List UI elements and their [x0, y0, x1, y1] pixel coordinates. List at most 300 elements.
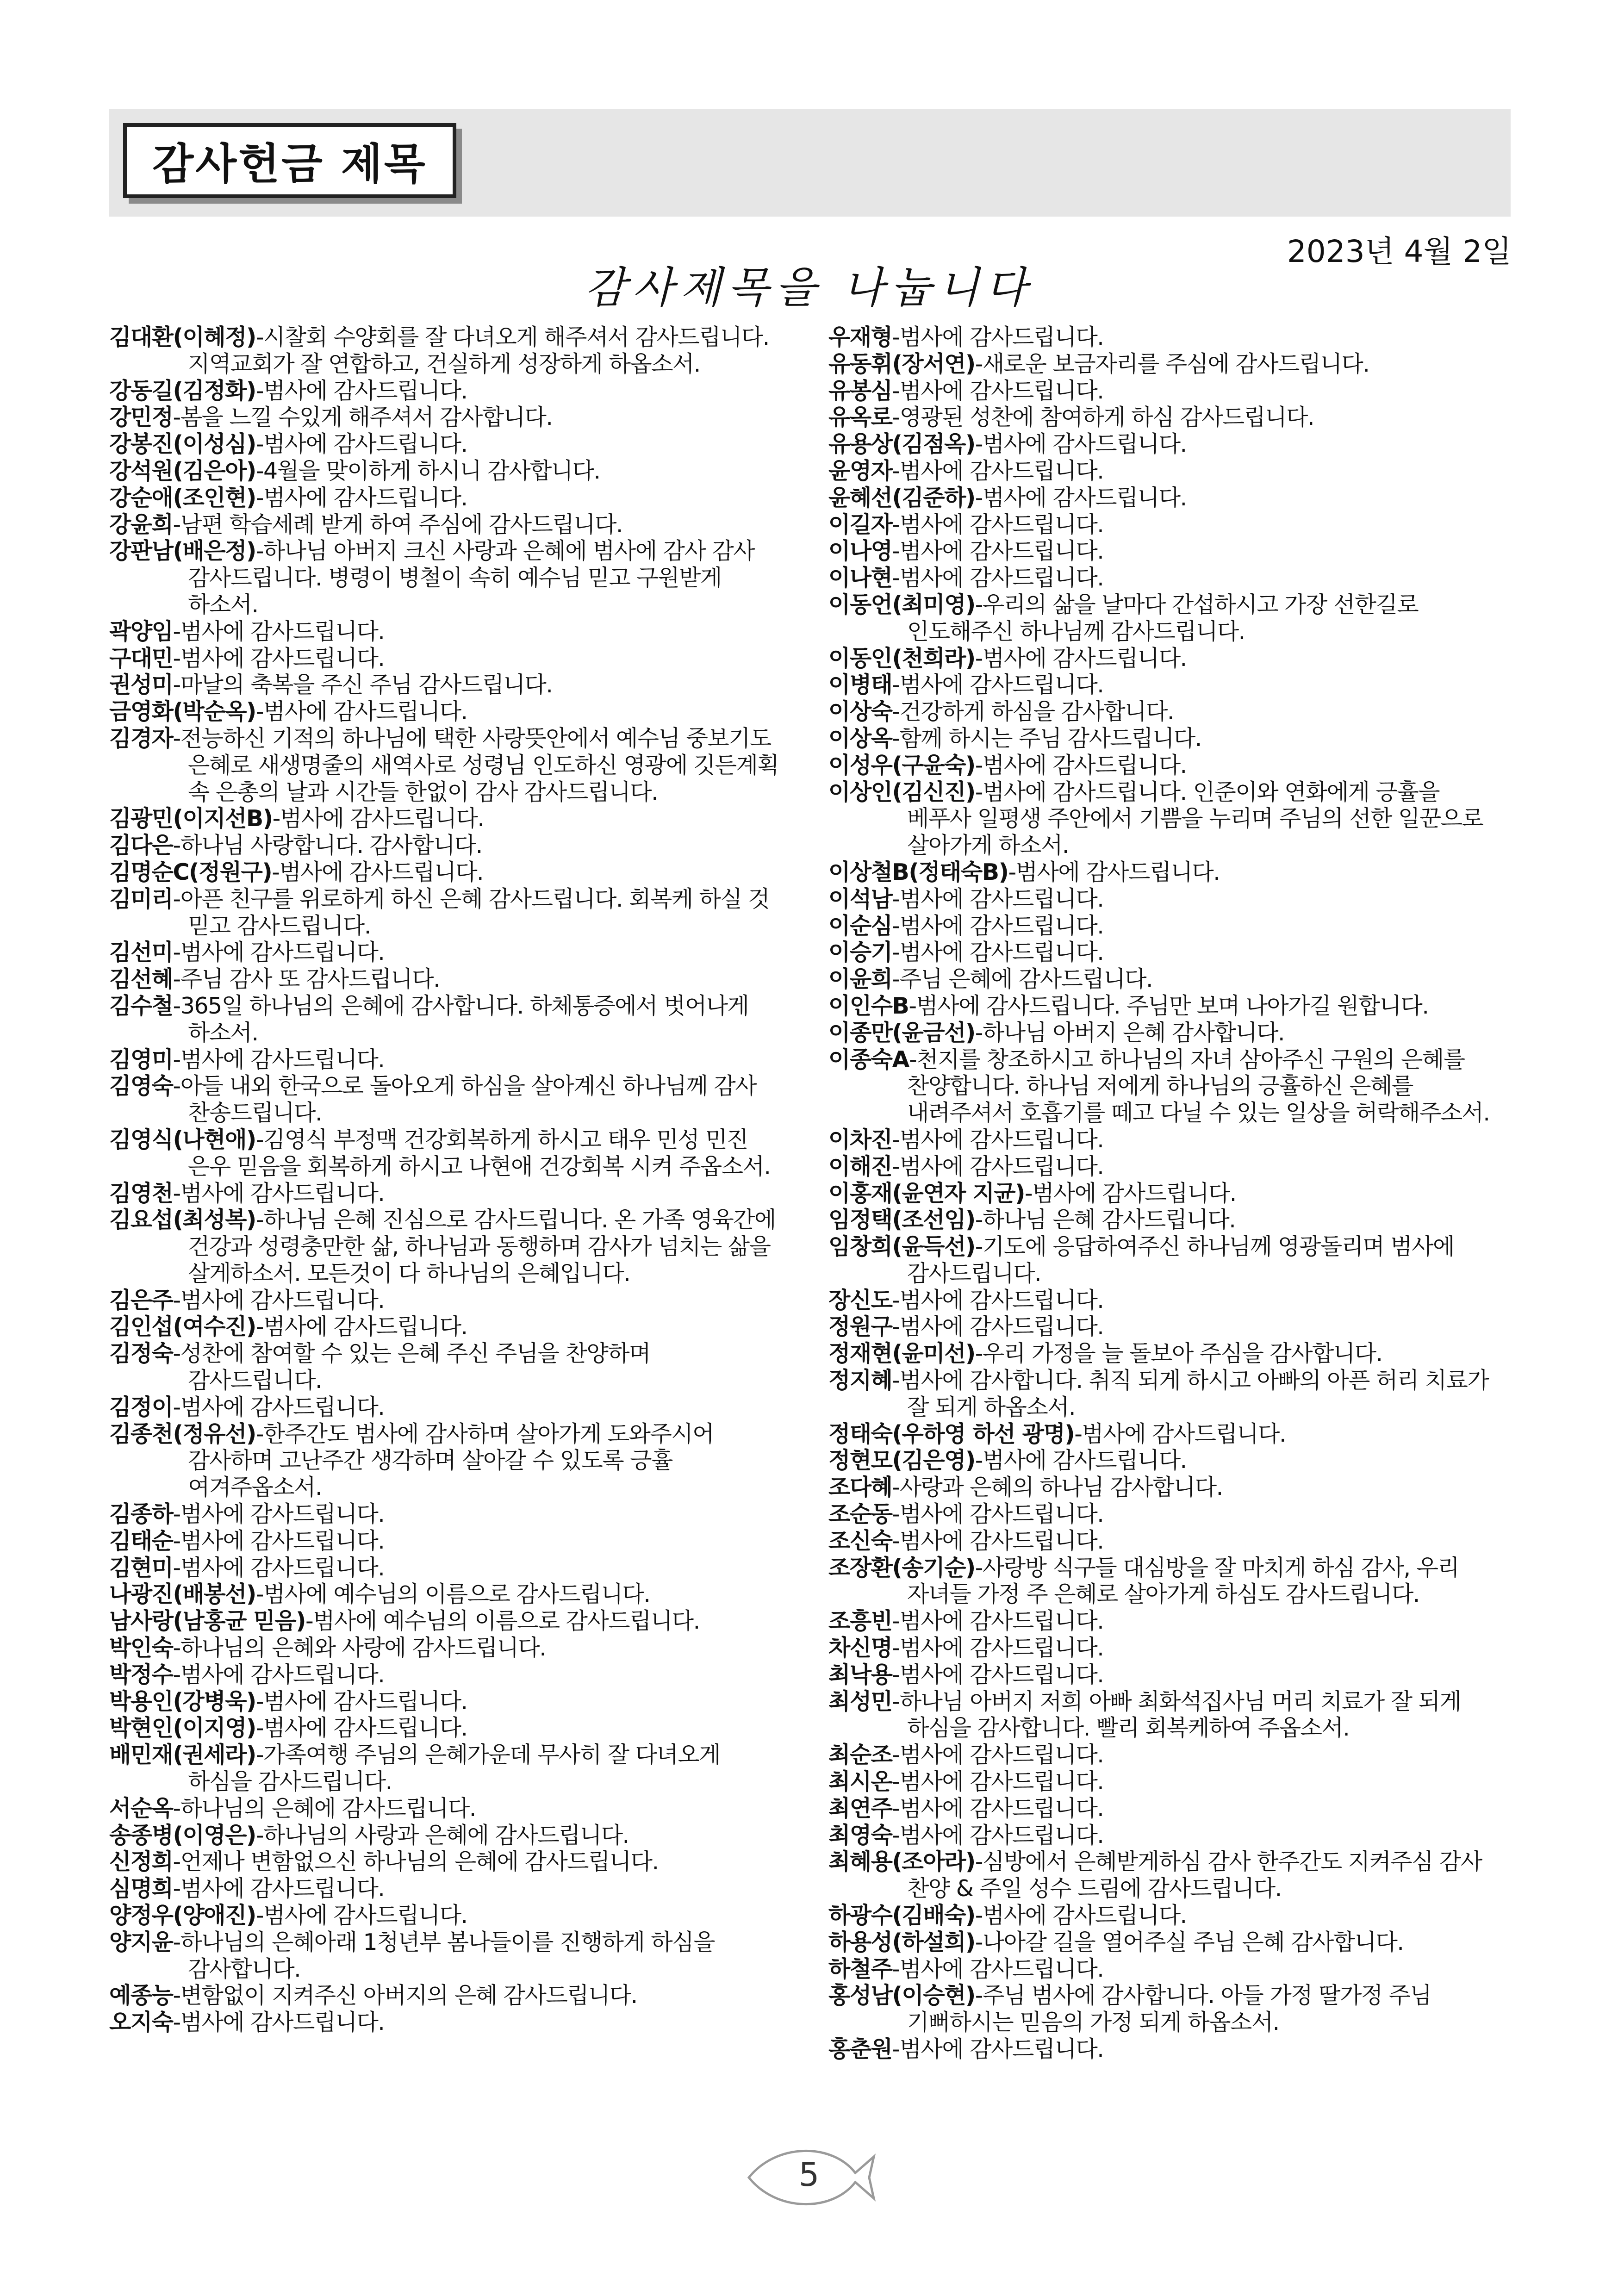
list-item [828, 538, 1509, 565]
entry-text: -범사에 감사드립니다. [892, 1501, 1104, 1528]
entry-name: 최순조 [828, 1742, 892, 1768]
list-item [828, 1313, 1509, 1340]
list-item [828, 511, 1509, 538]
entry-text: -범사에 예수님의 이름으로 감사드립니다. [305, 1608, 700, 1635]
list-item [109, 1073, 790, 1126]
entry-name: 오지숙 [109, 2009, 173, 2036]
entry-text: -하나님 은혜 진심으로 감사드립니다. 온 가족 영육간에 건강과 성령충만한 삶, 하나님과 동행하며 감사가 넘치는 삶을 살게하소서. 모든것이 다 하나님의 은혜입니다. [188, 1207, 776, 1287]
entry-text: -범사에 감사드립니다. [255, 1715, 467, 1742]
entry-text: -범사에 감사드립니다. [173, 1287, 385, 1313]
list-item [828, 645, 1509, 672]
entry-name: 이길자 [828, 511, 892, 538]
entry-name: 유용상(김점옥) [828, 431, 975, 458]
list-item [109, 1207, 790, 1287]
entry-text: -천지를 창조하시고 하나님의 자녀 삼아주신 구원의 은혜를 찬양합니다. 하나님 저에게 하나님의 긍휼하신 은혜를 내려주셔서 호흡기를 떼고 다닐 수 있는 일상을 허락해주소서. [907, 1046, 1490, 1126]
list-item [828, 1848, 1509, 1902]
entry-name: 김현미 [109, 1554, 173, 1581]
entry-text: -범사에 감사드립니다. [255, 431, 467, 458]
entry-text: -시찰회 수양회를 잘 다녀오게 해주셔서 감사드립니다. 지역교회가 잘 연합하고, 건실하게 성장하게 하옵소서. [188, 324, 769, 377]
list-item [828, 859, 1509, 886]
list-item [109, 324, 790, 378]
entry-text: -4월을 맞이하게 하시니 감사합니다. [255, 457, 600, 484]
entry-name: 하광수(김배숙) [828, 1902, 975, 1929]
entry-name: 김영식(나현애) [109, 1126, 256, 1153]
entry-name: 김영숙 [109, 1073, 173, 1100]
list-item [828, 966, 1509, 993]
entry-name: 나광진(배봉선) [109, 1581, 256, 1608]
entry-text: -범사에 감사드립니다. 인준이와 연화에게 긍휼을 베푸사 일평생 주안에서 기쁨을 누리며 주님의 선한 일꾼으로 살아가게 하소서. [907, 778, 1483, 859]
entry-text: -365일 하나님의 은혜에 감사합니다. 하체통증에서 벗어나게 하소서. [173, 992, 749, 1046]
entry-text: -한주간도 범사에 감사하며 살아가게 도와주시어 감사하며 고난주간 생각하며 살아갈 수 있도록 긍휼 여겨주옵소서. [188, 1420, 714, 1501]
list-item [828, 1768, 1509, 1795]
entry-text: -하나님 아버지 크신 사랑과 은혜에 범사에 감사 감사 감사드립니다. 병령이 병철이 속히 예수님 믿고 구원받게 하소서. [188, 538, 755, 618]
entry-name: 이차진 [828, 1126, 892, 1153]
entry-name: 김선혜 [109, 966, 173, 993]
entry-text: -김영식 부정맥 건강회복하게 하시고 태우 민성 민진 은우 믿음을 회복하게 하시고 나현애 건강회복 시켜 주옵소서. [188, 1126, 771, 1180]
entry-text: -범사에 감사드립니다. [255, 1688, 467, 1715]
list-item [828, 431, 1509, 458]
list-item [109, 672, 790, 698]
entry-text: -남편 학습세례 받게 하여 주심에 감사드립니다. [173, 511, 622, 538]
list-item [109, 1313, 790, 1340]
list-item [109, 1528, 790, 1555]
entry-name: 홍성남(이승현) [828, 1982, 975, 2009]
entry-text: -영광된 성찬에 참여하게 하심 감사드립니다. [892, 404, 1314, 431]
list-item [828, 672, 1509, 698]
list-item [109, 1394, 790, 1421]
entry-text: -범사에 감사드립니다. [272, 805, 484, 832]
list-item [109, 1126, 790, 1180]
entry-name: 이상철B(정태숙B) [828, 859, 1008, 885]
list-item [109, 1608, 790, 1635]
entry-text: -나아갈 길을 열어주실 주님 은혜 감사합니다. [975, 1929, 1404, 1955]
list-item [109, 404, 790, 431]
list-item [828, 1126, 1509, 1153]
entry-name: 김정숙 [109, 1340, 173, 1367]
entry-text: -하나님 아버지 은혜 감사합니다. [975, 1019, 1285, 1046]
entry-text: -범사에 감사드립니다. [1074, 1420, 1286, 1447]
entry-name: 김종하 [109, 1501, 173, 1528]
entry-name: 박정수 [109, 1661, 173, 1688]
subtitle: 감사제목을 나눕니다 [585, 263, 1033, 312]
entry-name: 유봉심 [828, 377, 892, 404]
list-item [828, 1742, 1509, 1768]
entry-text: -범사에 감사드립니다. [255, 698, 467, 725]
entry-name: 김인섭(여수진) [109, 1313, 256, 1340]
entry-name: 홍춘원 [828, 2036, 892, 2062]
entry-text: -하나님 은혜 감사드립니다. [975, 1207, 1236, 1233]
entry-name: 유동휘(장서연) [828, 350, 975, 377]
entry-name: 이동인(천희라) [828, 645, 975, 672]
entry-name: 최성민 [828, 1688, 892, 1715]
entry-name: 하용성(하설희) [828, 1929, 975, 1955]
entry-name: 강봉진(이성심) [109, 431, 256, 458]
entry-name: 김명순C(정원구) [109, 859, 272, 885]
list-item [109, 1875, 790, 1902]
list-item [828, 1661, 1509, 1688]
entry-name: 김다은 [109, 832, 173, 859]
entry-text: -범사에 감사드립니다. [173, 1501, 385, 1528]
entry-text: -범사에 감사드립니다. [173, 1180, 385, 1207]
entry-text: -범사에 감사드립니다. [892, 885, 1104, 912]
list-item [828, 351, 1509, 378]
entry-text: -함께 하시는 주님 감사드립니다. [892, 725, 1201, 752]
entry-text: -범사에 감사드립니다. [255, 1902, 467, 1929]
list-item [828, 993, 1509, 1020]
entry-name: 정재현(윤미선) [828, 1340, 975, 1367]
entry-text: -범사에 감사드립니다. 주님만 보며 나아가길 원합니다. [909, 992, 1429, 1019]
entry-name: 이상인(김신진) [828, 778, 975, 805]
entry-text: -하나님의 은혜에 감사드립니다. [173, 1795, 476, 1822]
entry-text: -하나님 사랑합니다. 감사합니다. [173, 832, 482, 859]
entry-text: -범사에 감사드립니다. [272, 859, 484, 885]
entry-name: 이상숙 [828, 698, 892, 725]
list-item [109, 1795, 790, 1822]
entry-text: -범사에 감사드립니다. [892, 377, 1104, 404]
list-item [828, 1501, 1509, 1528]
entry-text: -전능하신 기적의 하나님에 택한 사랑뜻안에서 예수님 중보기도 은혜로 새생명줄의 새역사로 성령님 인도하신 영광에 깃든계획 속 은총의 날과 시간들 한없이 감사 감사드립니다. [173, 725, 779, 805]
entry-text: -하나님 아버지 저희 아빠 최화석집사님 머리 치료가 잘 되게 하심을 감사합니다. 빨리 회복케하여 주옵소서. [892, 1688, 1461, 1742]
entry-name: 최영숙 [828, 1822, 892, 1848]
list-item [109, 993, 790, 1046]
list-item [109, 1635, 790, 1661]
list-item [828, 458, 1509, 485]
entry-text: -범사에 감사드립니다. [892, 1313, 1104, 1340]
list-item [109, 1982, 790, 2009]
entry-text: -범사에 감사드립니다. [975, 752, 1187, 778]
entry-name: 이홍재(윤연자 지균) [828, 1180, 1025, 1207]
entry-text: -주님 범사에 감사합니다. 아들 가정 딸가정 주님 기뻐하시는 믿음의 가정 되게 하옵소서. [907, 1982, 1431, 2036]
page-title: 감사헌금 제목 [152, 139, 427, 189]
list-item [828, 378, 1509, 404]
entry-text: -범사에 감사드립니다. [975, 1902, 1187, 1929]
list-item [109, 725, 790, 805]
list-item [828, 1902, 1509, 1929]
list-item [828, 913, 1509, 940]
entry-text: -범사에 감사드립니다. [975, 645, 1187, 672]
list-item [828, 485, 1509, 511]
entry-text: -범사에 감사드립니다. [892, 1153, 1104, 1180]
list-item [109, 1742, 790, 1795]
entry-text: -하나님의 사랑과 은혜에 감사드립니다. [255, 1822, 629, 1848]
entry-name: 김종천(정유선) [109, 1420, 256, 1447]
entry-name: 신정희 [109, 1848, 173, 1875]
list-item [828, 1474, 1509, 1501]
list-item [109, 832, 790, 859]
entry-name: 김정이 [109, 1394, 173, 1420]
entry-name: 이승기 [828, 939, 892, 966]
list-item [109, 966, 790, 993]
list-item [828, 1287, 1509, 1314]
entry-text: -범사에 감사드립니다. [173, 1394, 385, 1420]
entry-text: -범사에 감사드립니다. [892, 511, 1104, 538]
entry-name: 이상옥 [828, 725, 892, 752]
entry-text: -사랑과 은혜의 하나님 감사합니다. [892, 1474, 1223, 1501]
entry-text: -범사에 감사드립니다. [892, 912, 1104, 939]
list-item [109, 1848, 790, 1875]
entry-text: -범사에 감사드립니다. [892, 1795, 1104, 1822]
list-item [109, 939, 790, 966]
list-item [828, 1207, 1509, 1233]
entry-name: 이동언(최미영) [828, 591, 975, 618]
entry-name: 김수철 [109, 992, 173, 1019]
entry-text: -범사에 감사드립니다. [173, 939, 385, 966]
left-column [109, 324, 790, 2036]
entry-name: 조순동 [828, 1501, 892, 1528]
entry-text: -가족여행 주님의 은혜가운데 무사히 잘 다녀오게 하심을 감사드립니다. [188, 1742, 721, 1795]
entry-name: 강동길(김정화) [109, 377, 256, 404]
entry-text: -언제나 변함없으신 하나님의 은혜에 감사드립니다. [173, 1848, 659, 1875]
entry-text: -범사에 감사드립니다. [892, 565, 1104, 591]
entry-text: -아픈 친구를 위로하게 하신 은혜 감사드립니다. 회복케 하실 것 믿고 감사드립니다. [173, 885, 770, 939]
list-item [109, 1421, 790, 1501]
entry-text: -범사에 감사드립니다. [975, 431, 1187, 458]
entry-name: 최낙용 [828, 1661, 892, 1688]
list-item [109, 1287, 790, 1314]
entry-name: 곽양임 [109, 618, 173, 645]
entry-name: 조신숙 [828, 1527, 892, 1554]
entry-name: 김요섭(최성복) [109, 1207, 256, 1233]
list-item [109, 485, 790, 511]
entry-name: 윤혜선(김준하) [828, 484, 975, 511]
entry-name: 정지혜 [828, 1367, 892, 1394]
entry-text: -범사에 감사드립니다. [892, 1822, 1104, 1848]
entry-text: -범사에 감사드립니다. [892, 1527, 1104, 1554]
date: 2023년 4월 2일 [1287, 234, 1512, 269]
entry-text: -범사에 감사드립니다. [173, 1875, 385, 1902]
list-item [828, 591, 1509, 645]
entry-name: 김영천 [109, 1180, 173, 1207]
entry-name: 배민재(권세라) [109, 1742, 256, 1768]
entry-text: -범사에 감사드립니다. [892, 1126, 1104, 1153]
list-item [109, 458, 790, 485]
entry-text: -범사에 감사드립니다. [892, 2036, 1104, 2062]
right-column [828, 324, 1509, 2063]
entry-name: 금영화(박순옥) [109, 698, 256, 725]
list-item [109, 2009, 790, 2036]
entry-name: 이인수B [828, 992, 909, 1019]
entry-text: -기도에 응답하여주신 하나님께 영광돌리며 범사에 감사드립니다. [907, 1233, 1454, 1287]
entry-text: -범사에 예수님의 이름으로 감사드립니다. [255, 1581, 650, 1608]
entry-text: -범사에 감사드립니다. [892, 1742, 1104, 1768]
entry-name: 정태숙(우하영 하선 광명) [828, 1420, 1075, 1447]
entry-text: -범사에 감사드립니다. [892, 1287, 1104, 1313]
entry-text: -하나님의 은혜아래 1청년부 봄나들이를 진행하게 하심을 감사합니다. [173, 1929, 715, 1982]
list-item [828, 886, 1509, 913]
list-item [109, 1902, 790, 1929]
list-item [109, 859, 790, 886]
entry-name: 강민정 [109, 404, 173, 431]
entry-name: 임창희(윤득선) [828, 1233, 975, 1260]
entry-name: 양지윤 [109, 1929, 173, 1955]
entry-name: 이윤희 [828, 966, 892, 993]
entry-text: -범사에 감사드립니다. [892, 1635, 1104, 1661]
list-item [109, 1929, 790, 1983]
entry-name: 김태순 [109, 1527, 173, 1554]
list-item [828, 1020, 1509, 1046]
list-item [109, 1661, 790, 1688]
entry-name: 권성미 [109, 672, 173, 698]
list-item [828, 1795, 1509, 1822]
entry-name: 김미리 [109, 885, 173, 912]
list-item [828, 1153, 1509, 1180]
list-item [828, 1180, 1509, 1207]
entry-name: 박용인(강병욱) [109, 1688, 256, 1715]
entry-text: -범사에 감사드립니다. [892, 672, 1104, 698]
entry-name: 임정택(조선임) [828, 1207, 975, 1233]
list-item [109, 431, 790, 458]
list-item [828, 1635, 1509, 1661]
entry-name: 송종병(이영은) [109, 1822, 256, 1848]
entry-text: -범사에 감사드립니다. [173, 1527, 385, 1554]
entry-text: -범사에 감사드립니다. [173, 1554, 385, 1581]
entry-name: 김영미 [109, 1046, 173, 1073]
entry-text: -성찬에 참여할 수 있는 은혜 주신 주님을 찬양하며 감사드립니다. [173, 1340, 650, 1394]
entry-text: -범사에 감사드립니다. [892, 457, 1104, 484]
list-item [828, 1956, 1509, 1983]
entry-text: -주님 은혜에 감사드립니다. [892, 966, 1153, 993]
entry-name: 장신도 [828, 1287, 892, 1313]
entry-name: 최시온 [828, 1768, 892, 1795]
entry-text: -새로운 보금자리를 주심에 감사드립니다. [975, 350, 1369, 377]
entry-text: -범사에 감사드립니다. [892, 1955, 1104, 1982]
entry-name: 강판남(배은정) [109, 538, 256, 565]
list-item [109, 1501, 790, 1528]
entry-text: -하나님의 은혜와 사랑에 감사드립니다. [173, 1635, 546, 1661]
list-item [828, 1528, 1509, 1555]
list-item [828, 1447, 1509, 1474]
list-item [109, 1688, 790, 1715]
entry-text: -주님 감사 또 감사드립니다. [173, 966, 440, 993]
entry-text: -범사에 감사드립니다. [892, 939, 1104, 966]
entry-name: 이나영 [828, 538, 892, 565]
list-item [828, 565, 1509, 591]
entry-name: 강윤희 [109, 511, 173, 538]
entry-text: -마날의 축복을 주신 주님 감사드립니다. [173, 672, 553, 698]
entry-text: -우리의 삶을 날마다 간섭하시고 가장 선한길로 인도해주신 하나님께 감사드립니다. [907, 591, 1419, 645]
list-item [109, 805, 790, 832]
entry-name: 김광민(이지선B) [109, 805, 273, 832]
entry-name: 이종만(윤금선) [828, 1019, 975, 1046]
entry-text: -범사에 감사합니다. 취직 되게 하시고 아빠의 아픈 허리 치료가 잘 되게 하옵소서. [892, 1367, 1489, 1420]
entry-name: 최연주 [828, 1795, 892, 1822]
list-item [109, 511, 790, 538]
entry-name: 이병태 [828, 672, 892, 698]
entry-text: -범사에 감사드립니다. [173, 1661, 385, 1688]
page-number-badge [740, 2147, 878, 2208]
entry-text: -범사에 감사드립니다. [892, 1768, 1104, 1795]
page-title-box [123, 123, 456, 198]
entry-name: 김은주 [109, 1287, 173, 1313]
entry-name: 이순심 [828, 912, 892, 939]
entry-text: -범사에 감사드립니다. [892, 1661, 1104, 1688]
entry-text: -범사에 감사드립니다. [255, 1313, 467, 1340]
entry-name: 박현인(이지영) [109, 1715, 256, 1742]
entry-name: 이종숙A [828, 1046, 909, 1073]
list-item [109, 1581, 790, 1608]
entry-text: -범사에 감사드립니다. [173, 1046, 385, 1073]
list-item [828, 1982, 1509, 2036]
list-item [109, 1555, 790, 1581]
entry-name: 서순옥 [109, 1795, 173, 1822]
entry-text: -범사에 감사드립니다. [1008, 859, 1220, 885]
entry-name: 차신명 [828, 1635, 892, 1661]
entry-name: 강석원(김은아) [109, 457, 256, 484]
entry-text: -범사에 감사드립니다. [255, 484, 467, 511]
list-item [109, 1180, 790, 1207]
entry-text: -범사에 감사드립니다. [255, 377, 467, 404]
entry-text: -범사에 감사드립니다. [173, 618, 385, 645]
entry-name: 김경자 [109, 725, 173, 752]
entry-name: 조흥빈 [828, 1608, 892, 1635]
list-item [828, 1688, 1509, 1742]
list-item [828, 939, 1509, 966]
entry-name: 이성우(구윤숙) [828, 752, 975, 778]
list-item [109, 1046, 790, 1073]
entry-name: 조장환(송기순) [828, 1554, 975, 1581]
list-item [828, 1233, 1509, 1287]
entry-text: -변함없이 지켜주신 아버지의 은혜 감사드립니다. [173, 1982, 637, 2009]
entry-text: -우리 가정을 늘 돌보아 주심을 감사합니다. [975, 1340, 1382, 1367]
list-item [109, 1822, 790, 1849]
list-item [828, 1929, 1509, 1956]
list-item [109, 1715, 790, 1742]
list-item [828, 1555, 1509, 1608]
entry-name: 정현모(김은영) [828, 1447, 975, 1474]
list-item [828, 404, 1509, 431]
list-item [828, 779, 1509, 859]
entry-name: 구대민 [109, 645, 173, 672]
list-item [109, 886, 790, 940]
list-item [828, 1367, 1509, 1421]
entry-name: 조다혜 [828, 1474, 892, 1501]
entry-name: 양정우(양애진) [109, 1902, 256, 1929]
entry-text: -범사에 감사드립니다. [975, 1447, 1187, 1474]
entry-name: 우재형 [828, 324, 892, 350]
entry-text: -건강하게 하심을 감사합니다. [892, 698, 1174, 725]
list-item [828, 1822, 1509, 1849]
list-item [828, 752, 1509, 779]
list-item [828, 1608, 1509, 1635]
entry-name: 이나현 [828, 565, 892, 591]
entry-name: 심명희 [109, 1875, 173, 1902]
list-item [828, 1046, 1509, 1126]
list-item [109, 1340, 790, 1394]
list-item [109, 378, 790, 404]
entry-text: -범사에 감사드립니다. [173, 2009, 385, 2036]
entry-name: 유옥로 [828, 404, 892, 431]
list-item [828, 698, 1509, 725]
entry-name: 이석남 [828, 885, 892, 912]
list-item [109, 538, 790, 618]
entry-text: -범사에 감사드립니다. [892, 324, 1104, 350]
entry-text: -범사에 감사드립니다. [892, 1608, 1104, 1635]
list-item [109, 618, 790, 645]
list-item [828, 2036, 1509, 2063]
entry-name: 이해진 [828, 1153, 892, 1180]
entry-text: -범사에 감사드립니다. [975, 484, 1187, 511]
list-item [109, 698, 790, 725]
page-number: 5 [798, 2156, 820, 2194]
list-item [828, 1340, 1509, 1367]
entry-name: 최혜용(조아라) [828, 1848, 975, 1875]
entry-name: 김대환(이혜정) [109, 324, 256, 350]
entry-text: -범사에 감사드립니다. [892, 538, 1104, 565]
entry-name: 강순애(조인현) [109, 484, 256, 511]
entry-name: 김선미 [109, 939, 173, 966]
entry-text: -아들 내외 한국으로 돌아오게 하심을 살아계신 하나님께 감사 찬송드립니다. [173, 1073, 757, 1126]
list-item [828, 1421, 1509, 1448]
